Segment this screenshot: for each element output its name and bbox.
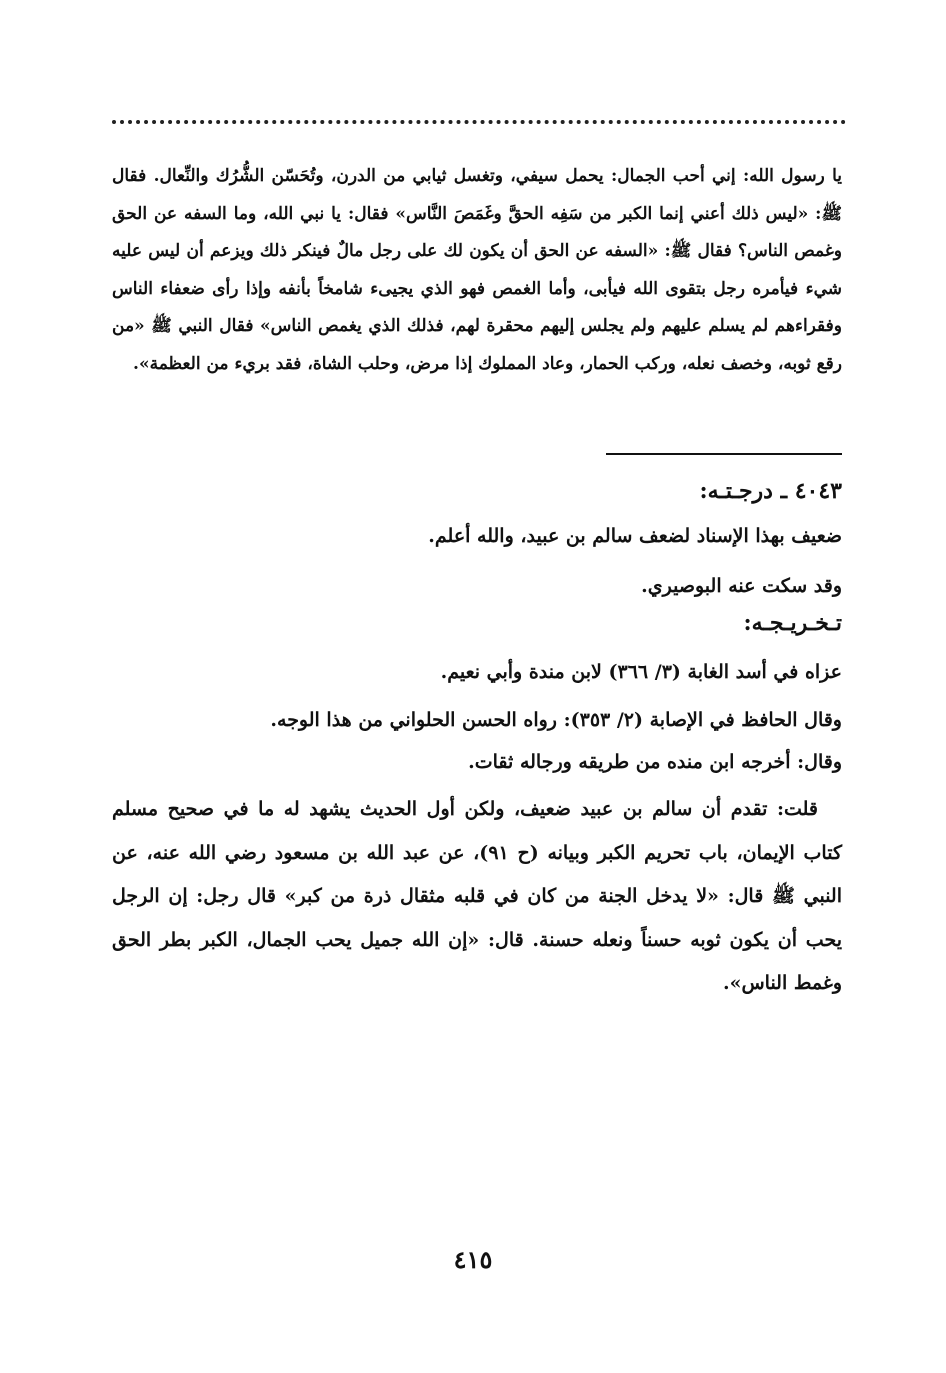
note-paragraph: قلت: تقدم أن سالم بن عبيد ضعيف، ولكن أول الحديث يشهد له ما في صحيح مسلم كتاب الإيمان، باب تحريم الكبر وبيانه (ح ٩١)، عن عبد الله بن مسعود رضي الله عنه، عن النبي ﷺ قال: «لا يدخل الجنة من كان في قلبه مثقال ذرة من كبر» قال رجل: إن الرجل يحب أن يكون ثوبه حسناً ونعله حسنة. قال: «إن الله جميل يحب الجمال، الكبر بطر الحق وغمط الناس». <box>112 798 842 994</box>
takhrij-line-1: عزاه في أسد الغابة (٣/ ٣٦٦) لابن مندة وأبي نعيم. <box>440 661 842 683</box>
grade-line-2: وقد سكت عنه البوصيري. <box>641 575 842 597</box>
page-number: ٤١٥ <box>453 1245 493 1274</box>
takhrij-heading: تـخـريـجـه: <box>743 610 842 636</box>
takhrij-line-2: وقال الحافظ في الإصابة (٢/ ٣٥٣): رواه الحسن الحلواني من هذا الوجه. <box>270 709 842 731</box>
section-rule <box>606 453 842 455</box>
takhrij-line-3: وقال: أخرجه ابن منده من طريقه ورجاله ثقات. <box>468 751 842 773</box>
grade-heading: ٤٠٤٣ ـ درجـتـه: <box>699 478 842 504</box>
continued-hadith-text: يا رسول الله: إني أحب الجمال: يحمل سيفي، وتغسل ثيابي من الدرن، وتُحَسّن الشُّرُك والنِّعال. فقال ﷺ: «ليس ذلك أعني إنما الكبر من سَفِه الحقَّ وغَمَصَ النَّاس» فقال: يا نبي الله، وما السفه عن الحق وغمص الناس؟ فقال ﷺ: «السفه عن الحق أن يكون لك على رجل مالٌ فينكر ذلك ويزعم أن ليس عليه شيء فيأمره رجل بتقوى الله فيأبى، وأما الغمص فهو الذي يجيىء شامخاً بأنفه وإذا رأى ضعفاء الناس وفقراءهم لم يسلم عليهم ولم يجلس إليهم محقرة لهم، فذلك الذي يغمص الناس» فقال النبي ﷺ «من رقع ثوبه، وخصف نعله، وركب الحمار، وعاد المملوك إذا مرض، وحلب الشاة، فقد بريء من العظمة». <box>112 166 842 374</box>
dotted-separator <box>112 120 846 124</box>
grade-line-1: ضعيف بهذا الإسناد لضعف سالم بن عبيد، والله أعلم. <box>428 525 842 547</box>
